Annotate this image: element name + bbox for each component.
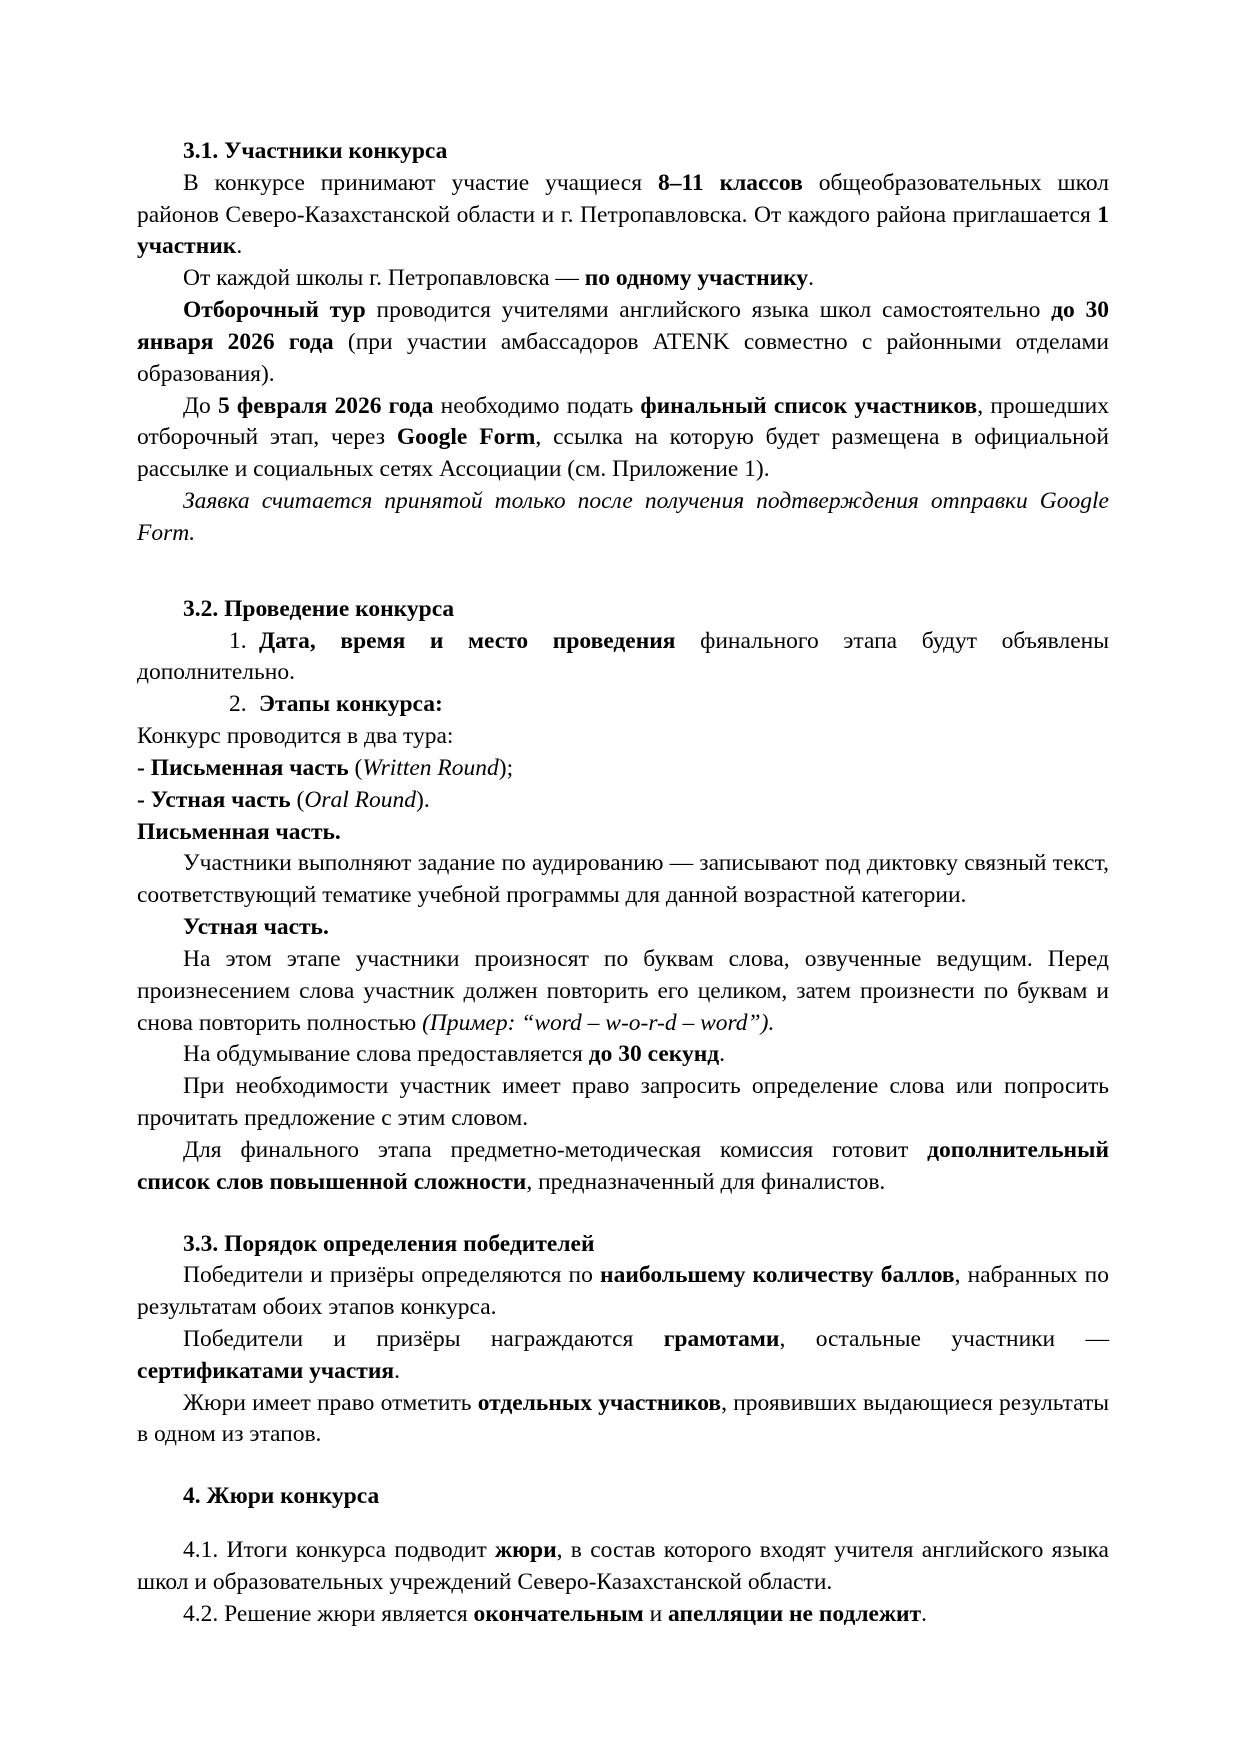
text-run: Для финального этапа предметно-методическая комиссия готовит [183,1136,928,1163]
italic-run: Oral Round [304,786,416,813]
spacer [137,1199,1109,1229]
text-run: , остальные участники — [779,1325,1110,1352]
paragraph-3-2-4 [137,753,1109,785]
text-run: ); [498,754,514,781]
spacer [137,1513,1109,1535]
text-run: На обдумывание слова предоставляется [183,1041,589,1068]
paragraph-3-3-1 [137,1260,1109,1324]
text-run: Участники выполняют задание по аудированию — записывают под диктовку связный текст, соответствующий тематике учебной программы для данной возрастной категории. [137,850,1109,909]
text-run: В конкурсе принимают участие учащиеся [183,169,658,196]
text-run: ). [416,786,430,813]
text-run: проводится учителями английского языка школ самостоятельно [365,297,1052,324]
section-heading-3-3: 3.3. Порядок определения победителей [183,1230,595,1257]
section-heading-3-2: 3.2. Проведение конкурса [183,595,455,622]
text-run: От каждой школы г. Петропавловска — [183,265,585,292]
list-number: 2. [229,691,247,718]
text-run: , предназначенный для финалистов. [526,1168,886,1195]
text-run: необходимо подать [433,392,641,419]
bold-run: наибольшему количеству баллов [600,1262,955,1289]
spacer [137,550,1109,594]
text-run: , набранных по результатам обоих этапов конкурса. [137,1262,1109,1321]
bold-run: до 30 секунд [588,1041,720,1068]
text-run: общеобразовательных школ районов Северо-Казахстанской области и г. Петропавловска. От каждого района приглашается [137,169,1109,228]
section-heading-3-1: 3.1. Участники конкурса [183,138,448,164]
text-run: Победители и призёры награждаются [183,1325,664,1352]
bold-run: до 30 января 2026 года [137,297,1110,355]
paragraph-3-1-2 [137,263,1109,295]
bold-run: по одному участнику [584,265,809,292]
paragraph-3-3-2 [137,1324,1109,1388]
bold-run: финальный список участников [640,392,978,419]
text-run: 4.1. Итоги конкурса подводит [183,1537,496,1564]
bold-run: сертификатами участия [137,1357,395,1384]
text-run: , прошедших отборочный этап, через [137,392,1109,451]
text-run: До [183,392,218,419]
bold-run: Отборочный тур [183,297,366,324]
section-heading-4: 4. Жюри конкурса [183,1483,380,1510]
paragraph-3-1-4 [137,391,1109,486]
paragraph-3-2-11 [137,1071,1109,1135]
bold-run: - Устная часть [137,786,291,813]
list-number: 1. [229,627,247,654]
text-run: . [236,233,243,260]
bold-run: Этапы конкурса: [259,691,443,718]
bold-run: дополнительный список слов повышенной сложности [137,1136,1109,1195]
bold-run: отдельных участников [477,1389,722,1416]
text-run: . [394,1357,400,1384]
bold-run: апелляции не подлежит [668,1600,922,1627]
italic-run: Written Round [362,754,499,781]
paragraph-3-2-2 [137,689,1109,721]
text-run: Жюри имеет право отметить [183,1389,478,1416]
document-body [137,136,1109,1631]
text-run: финального этапа будут объявлены дополнительно. [137,627,1109,686]
bold-run: грамотами [663,1325,780,1352]
paragraph-3-2-9 [137,944,1109,1039]
paragraph-3-2-6 [137,817,1109,849]
bold-run: жюри [495,1537,557,1564]
italic-run: (Пример: “word – w-o-r-d – word”). [422,1009,775,1036]
text-run: ( [348,754,363,781]
text-run: . [921,1600,927,1627]
text-run: . [808,265,814,292]
text-run: . [719,1041,726,1068]
paragraph-3-2-8 [137,912,1109,944]
italic-run: Заявка считается принятой только после получения подтверждения отправки Google Form. [137,488,1109,546]
bold-run: Google Form [396,424,536,451]
paragraph-3-3-3 [137,1388,1109,1452]
bold-run: Устная часть. [183,914,329,941]
text-run: (при участии амбассадоров ATENK совместно с районными отделами образования). [137,328,1109,387]
paragraph-3-2-12 [137,1135,1109,1199]
text-run: На этом этапе участники произносят по буквам слова, озвученные ведущим. Перед произнесением слова участник должен повторить его целиком, затем произнести по буквам и снова повторить полностью [137,945,1109,1036]
text-run: Конкурс проводится в два тура: [137,723,454,750]
paragraph-3-2-3 [137,721,1109,753]
bold-run: окончательным [473,1600,644,1627]
paragraph-4-2 [137,1599,1109,1631]
text-run: , проявивших выдающиеся результаты в одном из этапов. [137,1389,1109,1448]
paragraph-3-2-7 [137,848,1109,912]
paragraph-3-2-5 [137,785,1109,817]
text-run: , в состав которого входят учителя английского языка школ и образовательных учреждений Северо-Казахстанской области. [137,1537,1109,1595]
text-run: 4.2. Решение жюри является [183,1600,474,1627]
paragraph-3-1-5 [137,486,1109,550]
spacer [137,1451,1109,1481]
bold-run: 1 участник [137,201,1109,260]
bold-run: Дата, время и место проведения [259,627,676,654]
text-run: При необходимости участник имеет право запросить определение слова или попросить прочитать предложение с этим словом. [137,1073,1109,1132]
bold-run: 8–11 классов [657,169,803,196]
paragraph-4-1 [137,1535,1109,1599]
paragraph-3-1-1 [137,168,1109,263]
text-run: , ссылка на которую будет размещена в официальной рассылке и социальных сетях Ассоциации (см. Приложение 1). [137,424,1109,483]
bold-run: - Письменная часть [137,754,349,781]
paragraph-3-1-3 [137,295,1109,390]
text-run: и [643,1600,669,1627]
text-run: ( [290,786,305,813]
bold-run: Письменная часть. [137,818,341,845]
paragraph-3-2-10 [137,1039,1109,1071]
paragraph-3-2-1 [137,626,1109,690]
bold-run: 5 февраля 2026 года [217,392,434,419]
text-run: Победители и призёры определяются по [183,1262,601,1289]
